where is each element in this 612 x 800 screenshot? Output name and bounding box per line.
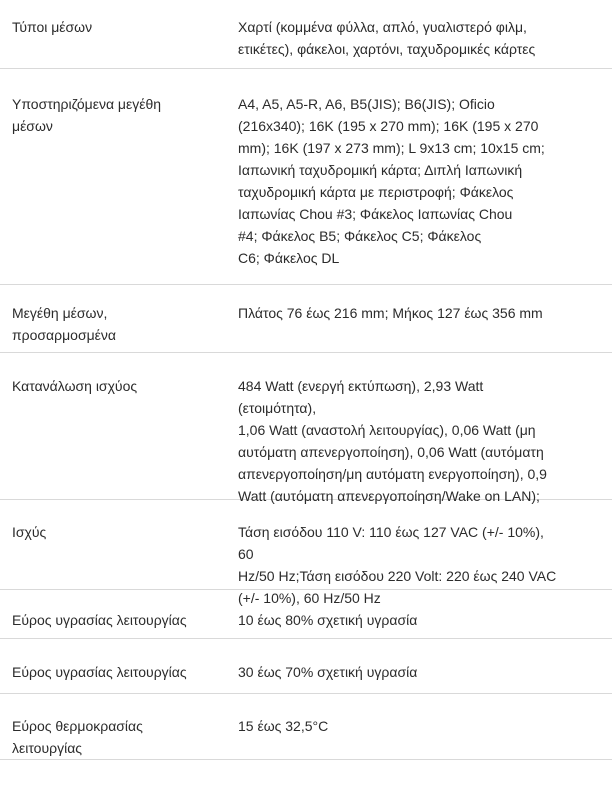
spec-value bbox=[224, 93, 560, 284]
spec-label-line: Υποστηριζόμενα μεγέθη bbox=[12, 96, 162, 112]
spec-row-operating-temperature bbox=[0, 694, 612, 760]
spec-value-line: Χαρτί (κομμένα φύλλα, απλό, γυαλιστερό φιλμ, bbox=[238, 19, 527, 35]
spec-label-line: Μεγέθη μέσων, bbox=[12, 305, 108, 321]
spec-value bbox=[224, 302, 560, 352]
spec-label bbox=[0, 302, 224, 352]
spec-row-power bbox=[0, 500, 612, 606]
spec-value bbox=[224, 521, 560, 606]
spec-value-line: αυτόματη απενεργοποίηση), 0,06 Watt (αυτόματη bbox=[238, 444, 544, 460]
spec-label bbox=[0, 715, 224, 759]
spec-value-line: Watt (αυτόματη απενεργοποίηση/Wake on LAN); bbox=[238, 488, 540, 504]
spec-value bbox=[224, 375, 560, 504]
spec-row-power-consumption bbox=[0, 353, 612, 504]
spec-value bbox=[224, 661, 560, 693]
spec-label-line: Εύρος υγρασίας λειτουργίας bbox=[12, 612, 187, 628]
spec-row-media-sizes bbox=[0, 69, 612, 285]
spec-value-line: (+/- 10%), 60 Hz/50 Hz bbox=[238, 590, 381, 606]
spec-label bbox=[0, 16, 224, 68]
spec-value-line: 30 έως 70% σχετική υγρασία bbox=[238, 664, 418, 680]
spec-value bbox=[224, 715, 560, 759]
spec-value-line: 484 Watt (ενεργή εκτύπωση), 2,93 Watt (ετοιμότητα), bbox=[238, 378, 484, 416]
spec-value-line: Τάση εισόδου 110 V: 110 έως 127 VAC (+/- 10%), 60 bbox=[238, 524, 544, 562]
spec-value-line: Hz/50 Hz;Τάση εισόδου 220 Volt: 220 έως 240 VAC bbox=[238, 568, 557, 584]
spec-label bbox=[0, 375, 224, 499]
spec-value-line: #4; Φάκελος B5; Φάκελος C5; Φάκελος bbox=[238, 228, 482, 244]
spec-row-custom-media-sizes bbox=[0, 285, 612, 353]
spec-label-line: Κατανάλωση ισχύος bbox=[12, 378, 138, 394]
spec-label-line: μέσων bbox=[12, 118, 53, 134]
spec-value-line: 15 έως 32,5°C bbox=[238, 718, 329, 734]
spec-value-line: mm); 16K (197 x 273 mm); L 9x13 cm; 10x15 cm; bbox=[238, 140, 545, 156]
spec-row-media-types bbox=[0, 0, 612, 69]
spec-value bbox=[224, 16, 560, 68]
spec-value bbox=[224, 609, 560, 638]
spec-label-line: λειτουργίας bbox=[12, 740, 83, 756]
spec-value-line: (216x340); 16K (195 x 270 mm); 16K (195 x 270 bbox=[238, 118, 539, 134]
spec-value-line: ταχυδρομική κάρτα με περιστροφή; Φάκελος bbox=[238, 184, 514, 200]
spec-label bbox=[0, 609, 224, 638]
spec-label bbox=[0, 661, 224, 693]
spec-label bbox=[0, 521, 224, 589]
spec-value-line: 10 έως 80% σχετική υγρασία bbox=[238, 612, 418, 628]
spec-value-line: C6; Φάκελος DL bbox=[238, 250, 340, 266]
spec-value-line: Ιαπωνίας Chou #3; Φάκελος Ιαπωνίας Chou bbox=[238, 206, 513, 222]
spec-value-line: απενεργοποίηση/μη αυτόματη ενεργοποίηση), 0,9 bbox=[238, 466, 547, 482]
spec-label-line: προσαρμοσμένα bbox=[12, 327, 117, 343]
spec-label-line: Ισχύς bbox=[12, 524, 47, 540]
spec-value-line: Πλάτος 76 έως 216 mm; Μήκος 127 έως 356 mm bbox=[238, 305, 543, 321]
spec-value-line: 1,06 Watt (αναστολή λειτουργίας), 0,06 Watt (μη bbox=[238, 422, 536, 438]
spec-label-line: Εύρος υγρασίας λειτουργίας bbox=[12, 664, 187, 680]
spec-value-line: Ιαπωνική ταχυδρομική κάρτα; Διπλή Ιαπωνική bbox=[238, 162, 523, 178]
spec-value-line: A4, A5, A5-R, A6, B5(JIS); B6(JIS); Oficio bbox=[238, 96, 495, 112]
spec-label bbox=[0, 93, 224, 284]
spec-row-operating-humidity-recommended bbox=[0, 639, 612, 694]
spec-value-line: ετικέτες), φάκελοι, χαρτόνι, ταχυδρομικές κάρτες bbox=[238, 41, 536, 57]
spec-label-line: Τύποι μέσων bbox=[12, 19, 93, 35]
spec-label-line: Εύρος θερμοκρασίας bbox=[12, 718, 143, 734]
